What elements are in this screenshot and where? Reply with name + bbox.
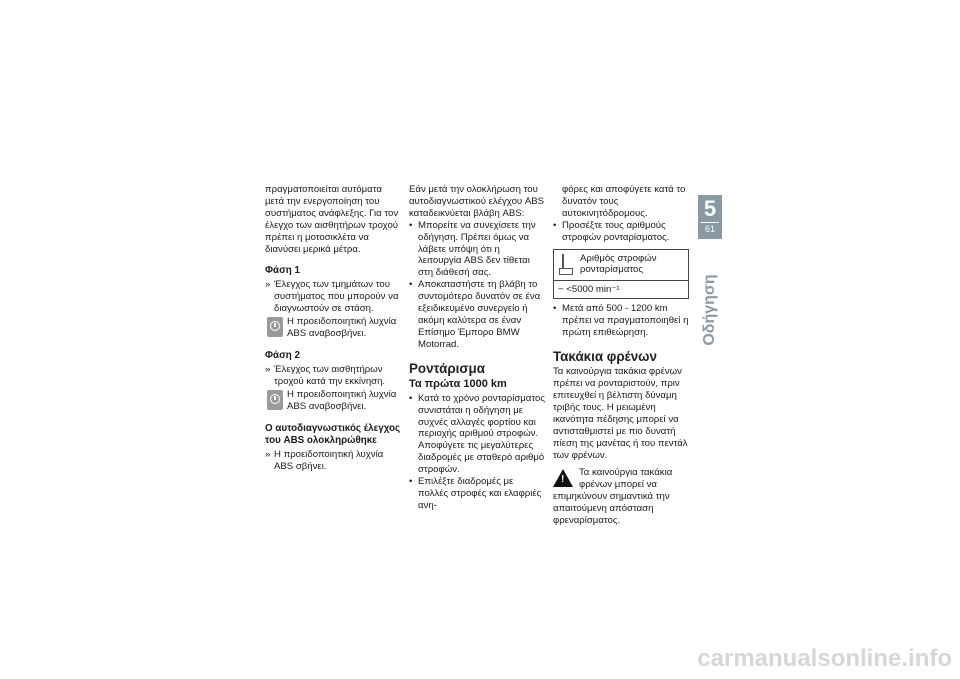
phase1-step: » Έλεγχος των τμημάτων του συστήματος που μπορούν να διαγνωστούν σε στάση. (265, 279, 399, 315)
brake-pads-text: Τα καινούργια τακάκια φρένων πρέπει να ρονταριστούν, πριν επιτευχθεί η βέλτιστη δύναμη τριβής τους. Η μειωμένη ικανότητα πέδησης μπορεί να αντισταθμιστεί με πιο δυνατή πίεση της μανέτας ή του πεντάλ των φρένων. (553, 366, 688, 461)
divider (701, 222, 719, 223)
arrow-marker: » (265, 448, 271, 460)
list-item: • Αποκαταστήστε τη βλάβη το συντομότερο δυνατόν σε ένα εξειδικευμένο συνεργείο ή ακόμη καλύτερα σε έναν Επίσημο Έμπορο BMW Motorrad. (409, 279, 541, 350)
phase1-heading: Φάση 1 (265, 265, 300, 277)
phase2-heading: Φάση 2 (265, 350, 300, 362)
list-item: • Επιλέξτε διαδρομές με πολλές στροφές και ελαφριές ανη- (409, 476, 542, 511)
abs-fault-list (409, 220, 545, 351)
brake-pads-warning: ! Τα καινούργια τακάκια φρένων μπορεί να επιμηκύνουν σημαντικά την απαιτούμενη απόσταση φρεναρίσματος. (553, 467, 673, 527)
selfdiag-complete-step: » Η προειδοποιητική λυχνία ABS σβήνει. (265, 448, 384, 472)
phase1-note: Η προειδοποιητική λυχνία ABS αναβοσβήνει. (265, 316, 401, 340)
arrow-marker: » (265, 279, 271, 291)
phase2-step: » Έλεγχος των αισθητήρων τροχού κατά την εκκίνηση. (265, 364, 386, 388)
list-item: • Προσέξτε τους αριθμούς στροφών ρονταρίσματος. (553, 219, 670, 243)
list-item: • Κατά το χρόνο ρονταρίσματος συνιστάται η οδήγηση με συχνές αλλαγές φορτίου και περιοχής αριθμού στροφών. Αποφύγετε τις μεγαλύτερες διαδρομές με σταθερό αριθμό στροφών. (409, 392, 545, 476)
continued-text: φόρες και αποφύγετε κατά το δυνατόν τους αυτοκινητόδρομους. (562, 184, 686, 219)
column-2 (409, 184, 545, 512)
list-item: • Μπορείτε να συνεχίσετε την οδήγηση. Πρέπει όμως να λάβετε υπόψη ότι η λειτουργία ABS δεν τίθεται στη διάθεσή σας. (409, 219, 536, 279)
arrow-marker: » (265, 364, 271, 376)
column-3 (553, 184, 689, 527)
first-1000km-heading: Τα πρώτα 1000 km (409, 377, 507, 390)
running-in-heading: Ροντάρισμα (409, 360, 485, 376)
watermark: carmanualsonline.info (697, 645, 952, 672)
abs-warning-light-icon (267, 390, 283, 410)
list-item: • Μετά από 500 - 1200 km πρέπει να πραγματοποιηθεί η πρώτη επιθεώρηση. (553, 303, 689, 339)
tachometer-icon (559, 254, 575, 274)
column-1 (265, 184, 401, 473)
intro-text: πραγματοποιείται αυτόματα μετά την ενεργοποίηση του συστήματος ανάφλεξης. Για τον έλεγχο των αισθητήρων τροχού πρέπει η μοτοσικλέτα να διανύσει μερικά μέτρα. (265, 184, 399, 255)
abs-fault-intro: Εάν μετά την ολοκλήρωση του αυτοδιαγνωστικού ελέγχου ABS καταδεικνύεται βλάβη ABS: (409, 184, 545, 219)
chapter-side-label: Οδήγηση (701, 274, 718, 346)
phase2-note: Η προειδοποιητική λυχνία ABS αναβοσβήνει. (265, 389, 401, 413)
brake-pads-heading: Τακάκια φρένων (553, 349, 657, 365)
abs-warning-light-icon (267, 317, 283, 337)
table-row: − <5000 min⁻¹ (558, 283, 620, 295)
page-number: 61 (704, 224, 715, 234)
warning-triangle-icon: ! (553, 469, 573, 487)
table-header: Αριθμός στροφών ρονταρίσματος (554, 250, 688, 281)
running-in-rpm-table (553, 249, 689, 300)
running-in-list (409, 393, 545, 512)
chapter-number: 5 (703, 196, 717, 221)
selfdiag-complete-heading: Ο αυτοδιαγνωστικός έλεγχος του ABS ολοκληρώθηκε (265, 422, 401, 446)
chapter-tab (698, 195, 722, 239)
